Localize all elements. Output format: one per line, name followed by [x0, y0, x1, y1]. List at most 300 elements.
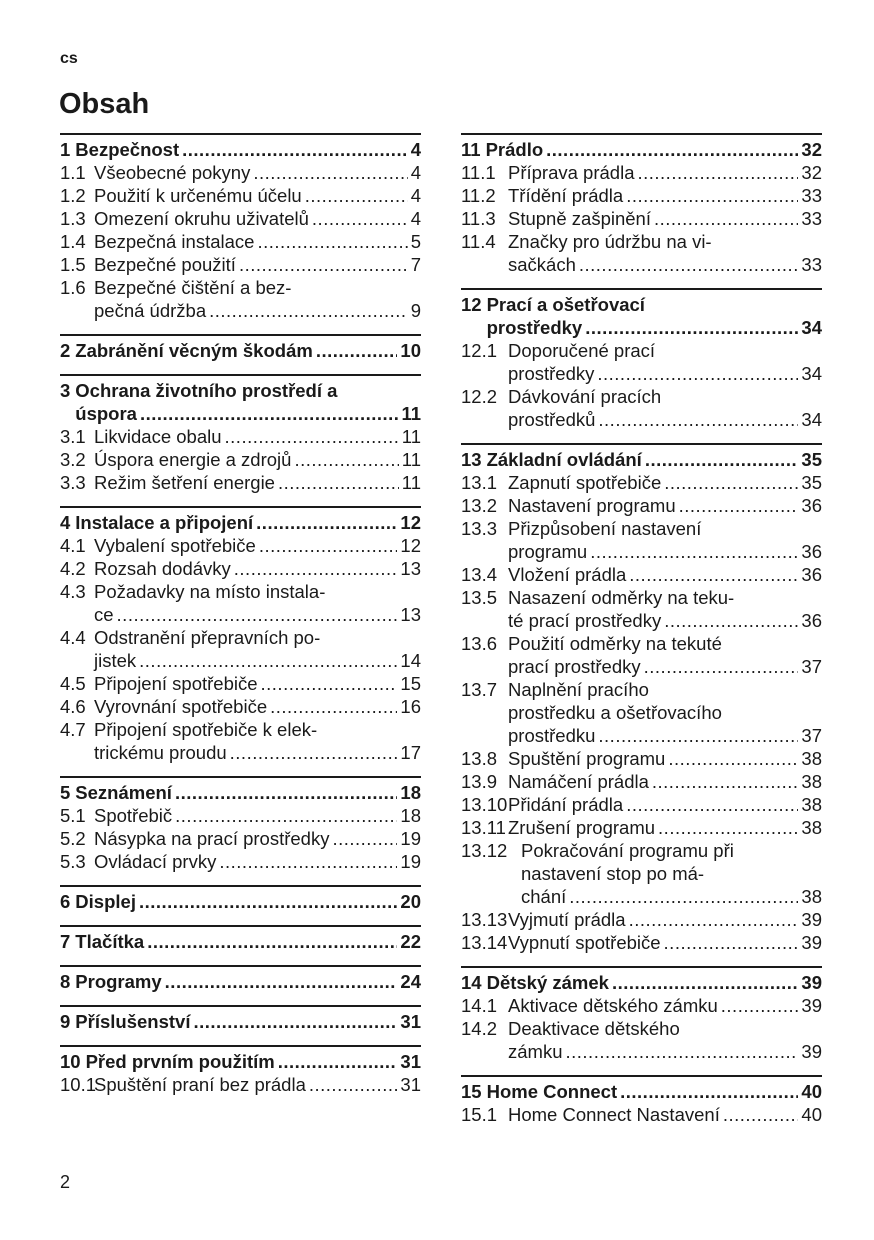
entry-page-number: 19 — [400, 828, 421, 849]
entry-page-number: 13 — [400, 604, 421, 625]
toc-subsection-entry[interactable] — [461, 161, 822, 184]
entry-title — [94, 804, 421, 827]
entry-number: 3 — [60, 380, 71, 401]
entry-title — [508, 908, 822, 931]
entry-title — [508, 586, 822, 632]
dot-leader — [147, 930, 397, 953]
dot-leader — [668, 747, 798, 770]
entry-title-text: Spuštění programu — [508, 748, 666, 769]
toc-subsection-entry[interactable] — [60, 672, 421, 695]
entry-title-text: Bezpečnost — [75, 139, 180, 160]
toc-chapter-entry[interactable] — [60, 890, 421, 913]
toc-subsection-entry[interactable] — [60, 580, 421, 626]
entry-title-line — [94, 230, 421, 253]
entry-title-line — [508, 724, 822, 747]
language-code: cs — [60, 50, 78, 67]
entry-title — [75, 379, 421, 425]
entry-title-line — [94, 718, 421, 741]
entry-number: 13.2 — [461, 495, 498, 516]
entry-title-text: prostředky — [486, 317, 583, 338]
entry-number: 15.1 — [461, 1104, 498, 1125]
entry-title-line — [508, 184, 822, 207]
toc-section — [60, 133, 421, 322]
entry-title — [94, 471, 421, 494]
dot-leader — [175, 781, 397, 804]
toc-section — [461, 966, 822, 1063]
entry-number: 1.5 — [60, 254, 86, 275]
entry-title-line — [94, 741, 421, 764]
toc-subsection-entry[interactable] — [60, 253, 421, 276]
dot-leader — [332, 827, 397, 850]
entry-page-number: 4 — [410, 162, 421, 183]
entry-title-text: Přizpůsobení nastavení — [508, 518, 702, 539]
toc-subsection-entry[interactable] — [461, 339, 822, 385]
entry-title — [94, 850, 421, 873]
toc-subsection-entry[interactable] — [461, 931, 822, 954]
entry-title-line — [508, 230, 822, 253]
entry-number: 4.4 — [60, 627, 86, 648]
entry-page-number: 34 — [801, 409, 822, 430]
entry-title-line — [75, 511, 421, 534]
entry-title-line — [75, 402, 421, 425]
entry-title — [508, 931, 822, 954]
entry-title-line — [94, 299, 421, 322]
entry-title-text: Použití odměrky na tekuté — [508, 633, 722, 654]
entry-title-line — [508, 362, 822, 385]
toc-chapter-entry[interactable] — [60, 970, 421, 993]
entry-title-text: té prací prostředky — [508, 610, 662, 631]
entry-title-line — [75, 781, 421, 804]
page-number: 2 — [60, 1172, 71, 1192]
toc-subsection-entry[interactable] — [60, 448, 421, 471]
entry-title-text: programu — [508, 541, 588, 562]
entry-title-text: Zapnutí spotřebiče — [508, 472, 662, 493]
toc-subsection-entry[interactable] — [60, 471, 421, 494]
entry-page-number: 12 — [400, 535, 421, 556]
entry-number: 13.4 — [461, 564, 498, 585]
entry-title-text: prostředky — [508, 363, 595, 384]
entry-page-number: 22 — [400, 931, 421, 952]
entry-number: 10.1 — [60, 1074, 97, 1095]
entry-title-text: Zrušení programu — [508, 817, 656, 838]
dot-leader — [193, 1010, 397, 1033]
entry-number: 5 — [60, 782, 71, 803]
entry-number: 1 — [60, 139, 71, 160]
entry-page-number: 33 — [801, 208, 822, 229]
entry-page-number: 38 — [801, 794, 822, 815]
entry-title-line — [487, 448, 822, 471]
entry-title-text: Instalace a připojení — [75, 512, 254, 533]
toc-subsection-entry[interactable] — [60, 718, 421, 764]
toc-subsection-entry[interactable] — [461, 994, 822, 1017]
entry-title-text: Zabránění věcným škodám — [75, 340, 313, 361]
entry-title-line — [94, 827, 421, 850]
entry-page-number: 39 — [801, 972, 822, 993]
entry-page-number: 31 — [400, 1011, 421, 1032]
entry-page-number: 15 — [400, 673, 421, 694]
toc-subsection-entry[interactable] — [461, 471, 822, 494]
entry-number: 11 — [461, 139, 481, 160]
entry-number: 15 — [461, 1081, 482, 1102]
entry-title-line — [508, 632, 822, 655]
toc-subsection-entry[interactable] — [60, 230, 421, 253]
entry-title — [508, 385, 822, 431]
toc-subsection-entry[interactable] — [60, 827, 421, 850]
toc-column-left — [60, 133, 421, 1108]
entry-title-line — [94, 207, 421, 230]
entry-title — [508, 793, 822, 816]
dot-leader — [658, 816, 798, 839]
dot-leader — [546, 138, 798, 161]
entry-title-line — [508, 207, 822, 230]
entry-title-line — [508, 1103, 822, 1126]
entry-title-line — [508, 931, 822, 954]
entry-title — [94, 161, 421, 184]
dot-leader — [664, 471, 798, 494]
dot-leader — [316, 339, 398, 362]
entry-number: 13 — [461, 449, 482, 470]
entry-page-number: 18 — [400, 805, 421, 826]
toc-subsection-entry[interactable] — [60, 276, 421, 322]
entry-title-line — [94, 161, 421, 184]
entry-title-text: Dětský zámek — [486, 972, 609, 993]
entry-title-text: Před prvním použitím — [85, 1051, 275, 1072]
entry-title-text: Stupně zašpinění — [508, 208, 651, 229]
entry-title-text: sačkách — [508, 254, 576, 275]
entry-title — [94, 425, 421, 448]
entry-title-text: úspora — [75, 403, 137, 424]
dot-leader — [139, 890, 397, 913]
toc-subsection-entry[interactable] — [60, 804, 421, 827]
entry-page-number: 24 — [400, 971, 421, 992]
entry-number: 3.3 — [60, 472, 86, 493]
entry-number: 4.1 — [60, 535, 86, 556]
entry-page-number: 34 — [801, 317, 822, 338]
entry-title-text: Bezpečná instalace — [94, 231, 255, 252]
entry-title-text: Základní ovládání — [486, 449, 642, 470]
toc-chapter-entry[interactable] — [461, 293, 822, 339]
entry-title-line — [508, 770, 822, 793]
entry-number: 6 — [60, 891, 71, 912]
entry-title — [94, 626, 421, 672]
entry-title-text: ce — [94, 604, 114, 625]
toc-subsection-entry[interactable] — [60, 161, 421, 184]
entry-title — [75, 511, 421, 534]
entry-number: 12 — [461, 294, 482, 315]
entry-number: 13.13 — [461, 909, 508, 930]
dot-leader — [579, 253, 799, 276]
dot-leader — [585, 316, 798, 339]
toc-chapter-entry[interactable] — [60, 339, 421, 362]
entry-title-text: Nastavení programu — [508, 495, 676, 516]
entry-number: 4.5 — [60, 673, 86, 694]
toc-subsection-entry[interactable] — [461, 563, 822, 586]
entry-number: 13.12 — [461, 840, 508, 861]
entry-title — [94, 253, 421, 276]
entry-page-number: 35 — [801, 449, 822, 470]
entry-title-text: Vyrovnání spotřebiče — [94, 696, 268, 717]
dot-leader — [644, 655, 799, 678]
toc-subsection-entry[interactable] — [60, 850, 421, 873]
entry-title-line — [508, 816, 822, 839]
entry-title-text: Likvidace obalu — [94, 426, 222, 447]
toc-section — [60, 776, 421, 873]
entry-title — [75, 890, 421, 913]
entry-title-text: Rozsah dodávky — [94, 558, 231, 579]
entry-number: 4.6 — [60, 696, 86, 717]
entry-title-line — [75, 970, 421, 993]
toc-subsection-entry[interactable] — [60, 695, 421, 718]
entry-title-line — [75, 930, 421, 953]
entry-number: 7 — [60, 931, 71, 952]
entry-title — [508, 1103, 822, 1126]
entry-title — [75, 339, 421, 362]
toc-chapter-entry[interactable] — [60, 379, 421, 425]
entry-title-line — [94, 448, 421, 471]
entry-page-number: 39 — [801, 995, 822, 1016]
entry-title-line — [508, 385, 822, 408]
toc-subsection-entry[interactable] — [461, 385, 822, 431]
entry-title-line — [75, 1010, 421, 1033]
toc-subsection-entry[interactable] — [60, 425, 421, 448]
toc-chapter-entry[interactable] — [60, 1050, 421, 1073]
entry-title — [508, 161, 822, 184]
toc-subsection-entry[interactable] — [60, 184, 421, 207]
toc-chapter-entry[interactable] — [60, 781, 421, 804]
toc-subsection-entry[interactable] — [461, 793, 822, 816]
toc-subsection-entry[interactable] — [60, 1073, 421, 1096]
entry-title-line — [508, 609, 822, 632]
entry-title-line — [94, 253, 421, 276]
entry-page-number: 33 — [801, 185, 822, 206]
toc-subsection-entry[interactable] — [461, 230, 822, 276]
entry-page-number: 11 — [401, 449, 421, 470]
entry-title-text: Příslušenství — [75, 1011, 191, 1032]
entry-title-text: Prádlo — [485, 139, 544, 160]
toc-subsection-entry[interactable] — [461, 747, 822, 770]
entry-title-text: Programy — [75, 971, 162, 992]
toc-subsection-entry[interactable] — [60, 557, 421, 580]
dot-leader — [629, 908, 799, 931]
entry-title-line — [521, 839, 822, 862]
entry-page-number: 12 — [400, 512, 421, 533]
dot-leader — [664, 609, 798, 632]
entry-number: 11.4 — [461, 231, 496, 252]
entry-page-number: 10 — [400, 340, 421, 361]
entry-number: 11.2 — [461, 185, 496, 206]
entry-title-text: Bezpečné použití — [94, 254, 236, 275]
entry-page-number: 32 — [801, 162, 822, 183]
entry-title — [94, 827, 421, 850]
dot-leader — [165, 970, 398, 993]
entry-page-number: 36 — [801, 564, 822, 585]
toc-subsection-entry[interactable] — [461, 1017, 822, 1063]
entry-title — [508, 678, 822, 747]
entry-page-number: 13 — [400, 558, 421, 579]
entry-page-number: 19 — [400, 851, 421, 872]
toc-section — [60, 885, 421, 913]
dot-leader — [626, 184, 798, 207]
toc-subsection-entry[interactable] — [461, 678, 822, 747]
entry-page-number: 38 — [801, 748, 822, 769]
entry-title — [508, 747, 822, 770]
dot-leader — [598, 408, 798, 431]
entry-title-line — [94, 850, 421, 873]
entry-title-line — [508, 747, 822, 770]
entry-title-text: Spotřebič — [94, 805, 173, 826]
toc-column-right — [461, 133, 822, 1138]
toc-subsection-entry[interactable] — [60, 207, 421, 230]
entry-title-line — [94, 804, 421, 827]
dot-leader — [645, 448, 799, 471]
toc-chapter-entry[interactable] — [461, 448, 822, 471]
entry-title — [94, 184, 421, 207]
toc-chapter-entry[interactable] — [60, 138, 421, 161]
toc-subsection-entry[interactable] — [461, 494, 822, 517]
entry-title — [508, 184, 822, 207]
entry-title — [508, 471, 822, 494]
entry-title-text: Značky pro údržbu na vi- — [508, 231, 712, 252]
toc-subsection-entry[interactable] — [461, 908, 822, 931]
entry-title-text: Doporučené prací — [508, 340, 656, 361]
entry-title-line — [94, 626, 421, 649]
dot-leader — [270, 695, 397, 718]
toc-subsection-entry[interactable] — [461, 839, 822, 908]
toc-subsection-entry[interactable] — [60, 534, 421, 557]
entry-number: 13.9 — [461, 771, 498, 792]
toc-chapter-entry[interactable] — [60, 511, 421, 534]
entry-title-text: Home Connect — [486, 1081, 618, 1102]
dot-leader — [566, 1040, 799, 1063]
entry-number: 13.3 — [461, 518, 498, 539]
entry-page-number: 36 — [801, 495, 822, 516]
entry-number: 13.5 — [461, 587, 498, 608]
toc-section — [60, 334, 421, 362]
entry-title-line — [508, 994, 822, 1017]
page-title: Obsah — [59, 88, 150, 120]
entry-title — [94, 1073, 421, 1096]
toc-subsection-entry[interactable] — [461, 184, 822, 207]
entry-title — [94, 534, 421, 557]
entry-page-number: 4 — [410, 208, 421, 229]
entry-title — [508, 494, 822, 517]
entry-title-line — [508, 540, 822, 563]
entry-title-line — [94, 580, 421, 603]
entry-page-number: 35 — [801, 472, 822, 493]
dot-leader — [312, 207, 408, 230]
entry-title — [94, 718, 421, 764]
entry-title-text: Vybalení spotřebiče — [94, 535, 256, 556]
entry-number: 1.6 — [60, 277, 86, 298]
entry-title-line — [508, 494, 822, 517]
entry-title — [75, 1010, 421, 1033]
entry-title — [508, 1017, 822, 1063]
toc-subsection-entry[interactable] — [60, 626, 421, 672]
entry-title-text: zámku — [508, 1041, 563, 1062]
entry-page-number: 38 — [801, 886, 822, 907]
dot-leader — [597, 362, 798, 385]
toc-subsection-entry[interactable] — [461, 816, 822, 839]
entry-page-number: 4 — [410, 139, 421, 160]
entry-number: 8 — [60, 971, 71, 992]
entry-page-number: 40 — [801, 1104, 822, 1125]
entry-title — [487, 1080, 822, 1103]
toc-chapter-entry[interactable] — [461, 1080, 822, 1103]
entry-title-text: Tlačítka — [75, 931, 145, 952]
entry-title-line — [508, 586, 822, 609]
toc-section — [60, 374, 421, 494]
toc-chapter-entry[interactable] — [461, 971, 822, 994]
dot-leader — [305, 184, 408, 207]
dot-leader — [256, 511, 397, 534]
entry-title-line — [94, 1073, 421, 1096]
toc-subsection-entry[interactable] — [461, 1103, 822, 1126]
entry-page-number: 37 — [801, 656, 822, 677]
entry-number: 13.1 — [461, 472, 498, 493]
toc-chapter-entry[interactable] — [461, 138, 822, 161]
entry-number: 4.7 — [60, 719, 86, 740]
toc-subsection-entry[interactable] — [461, 632, 822, 678]
entry-title-text: Namáčení prádla — [508, 771, 649, 792]
entry-title-line — [521, 885, 822, 908]
toc-section — [60, 965, 421, 993]
entry-title-line — [94, 672, 421, 695]
dot-leader — [278, 1050, 398, 1073]
dot-leader — [261, 672, 398, 695]
dot-leader — [140, 402, 398, 425]
entry-page-number: 16 — [400, 696, 421, 717]
entry-title-text: Vyjmutí prádla — [508, 909, 626, 930]
dot-leader — [209, 299, 408, 322]
entry-title — [75, 138, 421, 161]
dot-leader — [219, 850, 397, 873]
dot-leader — [612, 971, 798, 994]
entry-number: 13.14 — [461, 932, 508, 953]
toc-section — [461, 288, 822, 431]
dot-leader — [234, 557, 398, 580]
dot-leader — [723, 1103, 799, 1126]
entry-title-line — [508, 161, 822, 184]
entry-title — [94, 276, 421, 322]
entry-title — [487, 971, 822, 994]
toc-chapter-entry[interactable] — [60, 1010, 421, 1033]
entry-title — [487, 448, 822, 471]
toc-subsection-entry[interactable] — [461, 207, 822, 230]
entry-title-text: Úspora energie a zdrojů — [94, 449, 292, 470]
entry-page-number: 38 — [801, 817, 822, 838]
dot-leader — [679, 494, 799, 517]
entry-title — [75, 781, 421, 804]
toc-subsection-entry[interactable] — [461, 517, 822, 563]
entry-title — [508, 816, 822, 839]
entry-title-line — [94, 695, 421, 718]
entry-title-text: pečná údržba — [94, 300, 207, 321]
entry-title-text: Spuštění praní bez prádla — [94, 1074, 306, 1095]
entry-title-line — [508, 408, 822, 431]
toc-chapter-entry[interactable] — [60, 930, 421, 953]
toc-subsection-entry[interactable] — [461, 586, 822, 632]
entry-page-number: 9 — [410, 300, 421, 321]
entry-title-line — [487, 316, 822, 339]
entry-number: 1.2 — [60, 185, 86, 206]
toc-section — [461, 443, 822, 954]
entry-title-line — [508, 701, 822, 724]
toc-subsection-entry[interactable] — [461, 770, 822, 793]
entry-title-line — [508, 1040, 822, 1063]
entry-title — [94, 672, 421, 695]
entry-page-number: 33 — [801, 254, 822, 275]
entry-title-text: Ochrana životního prostředí a — [75, 380, 338, 401]
